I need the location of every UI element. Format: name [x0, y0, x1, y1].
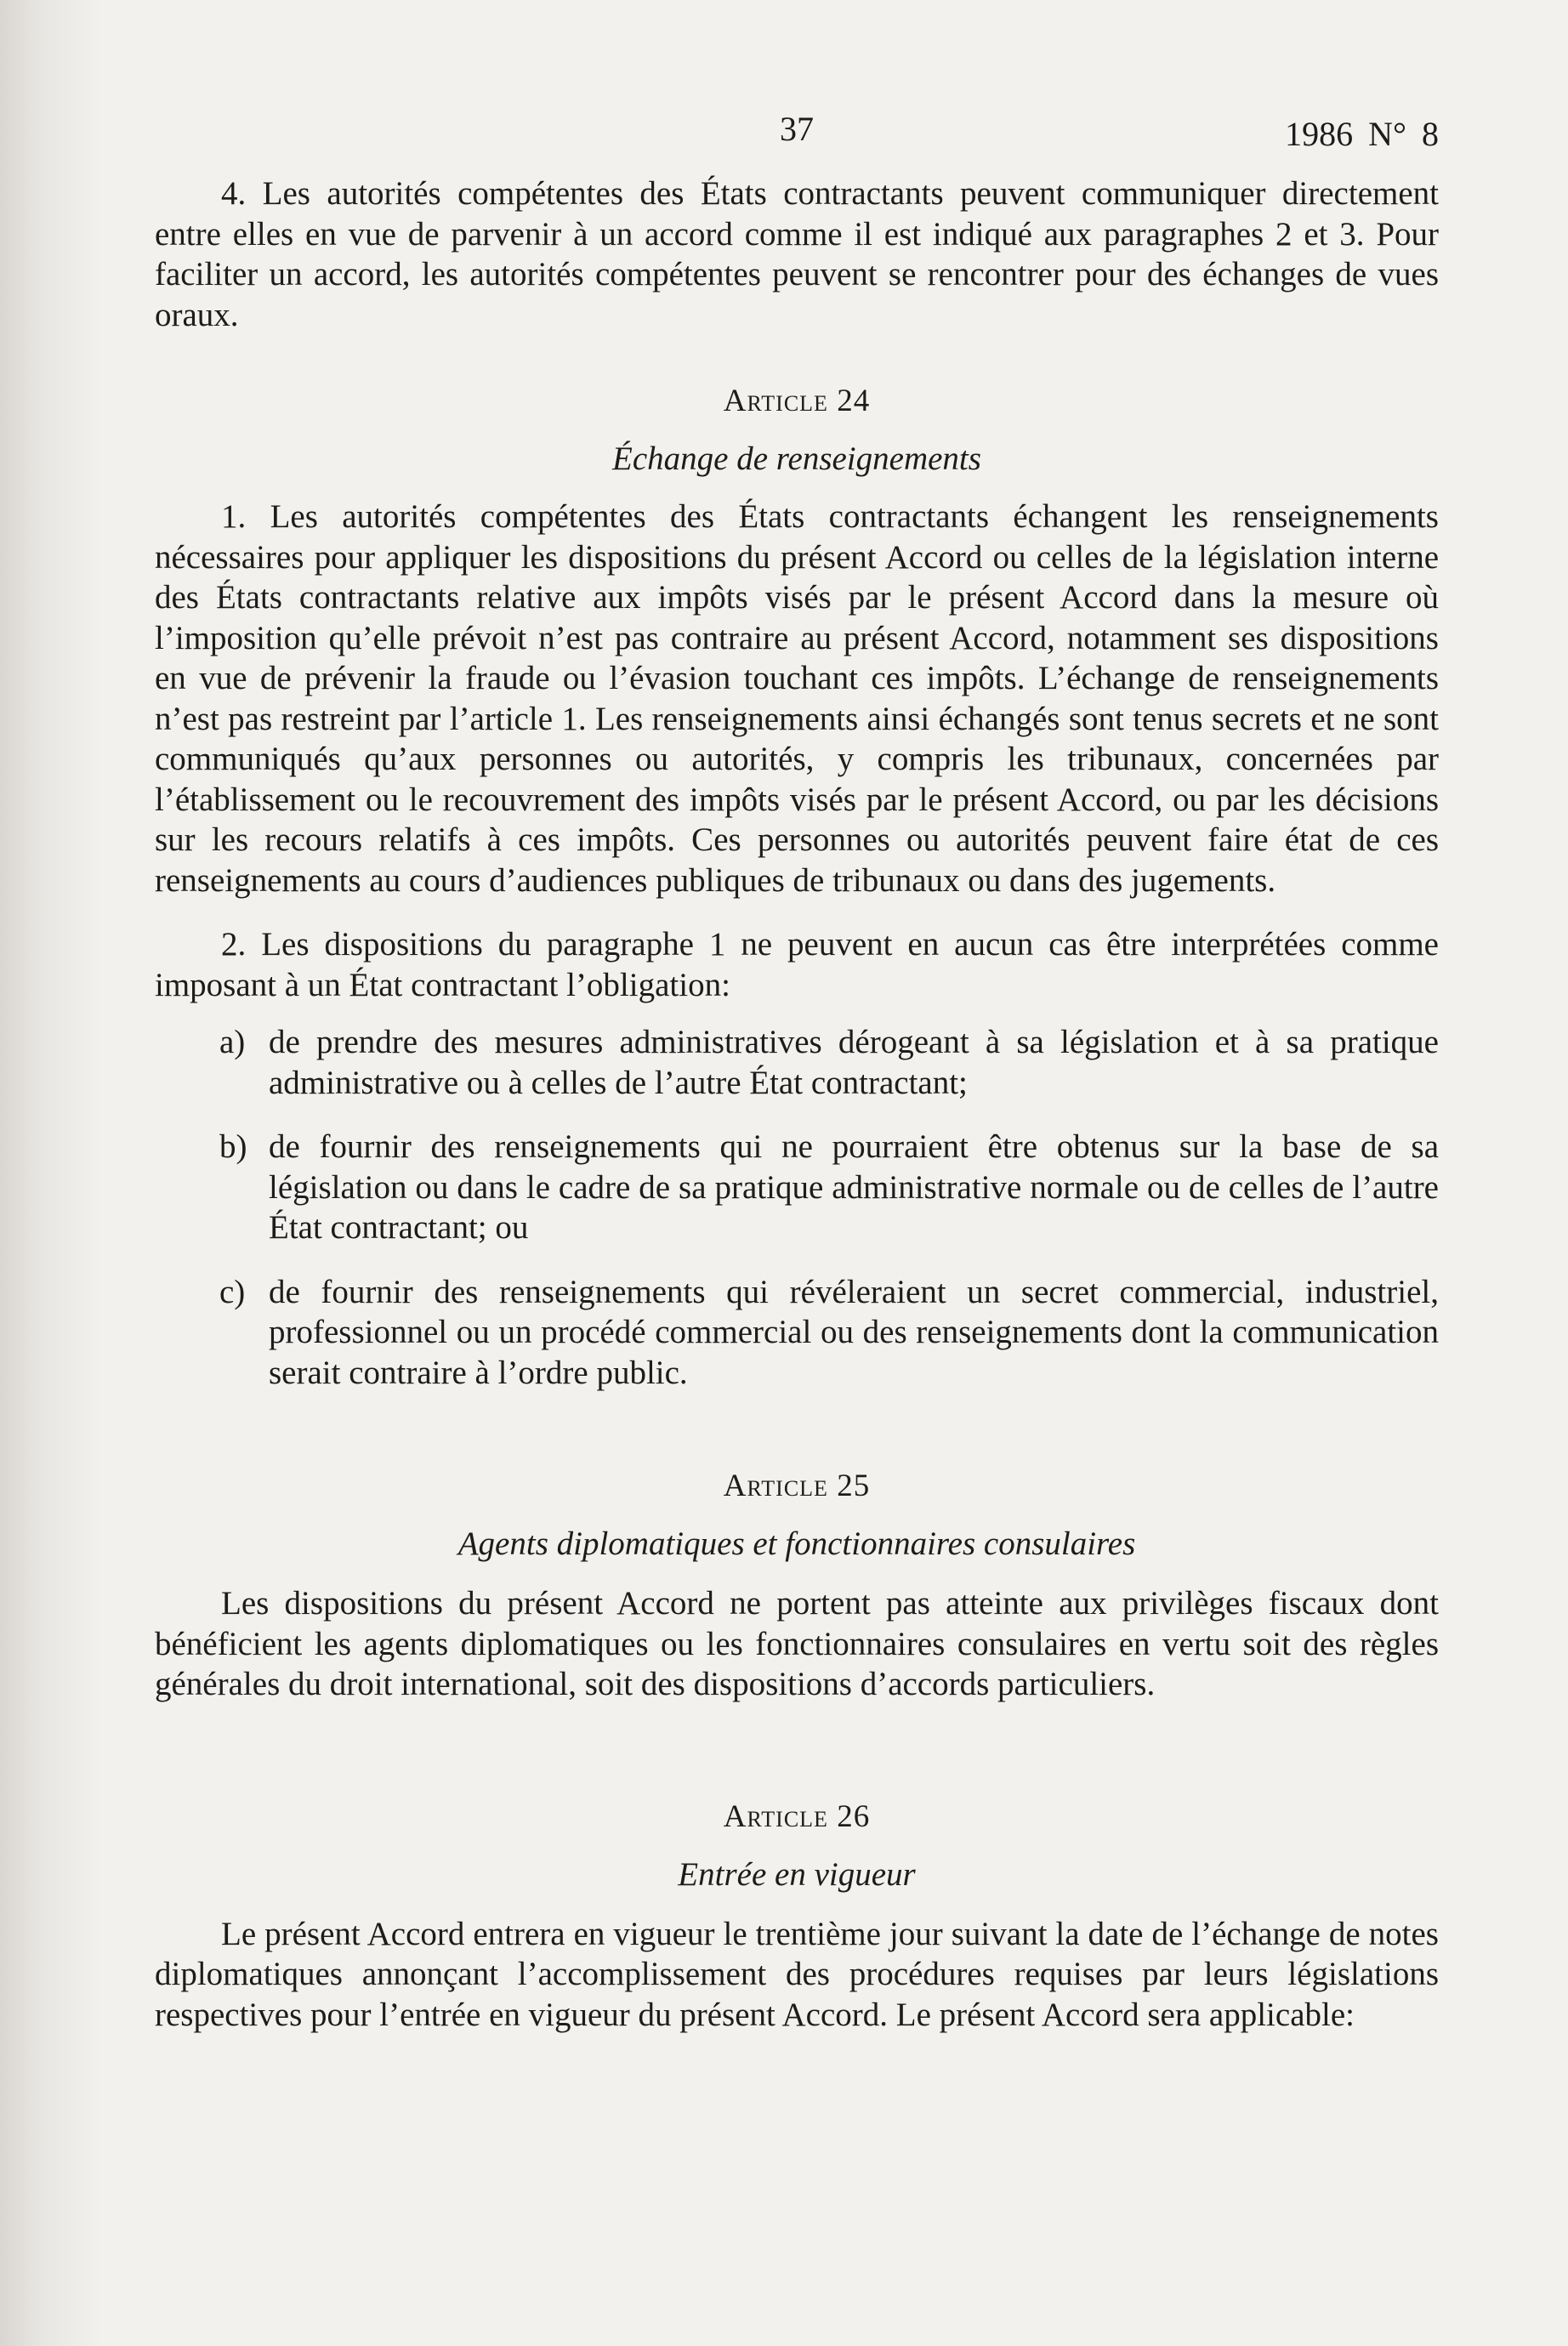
article-24-subtitle: Échange de renseignements	[612, 440, 981, 477]
list-item	[155, 1272, 1439, 1394]
list-item	[155, 1022, 1439, 1103]
article-26-title: Article 26	[723, 1798, 871, 1834]
article-24-paragraph-2: 2. Les dispositions du paragraphe 1 ne peuvent en aucun cas être interprétées comme imposant à un État contractant l’obligation:	[155, 926, 1439, 1003]
list-item-text: de prendre des mesures administratives dérogeant à sa législation et à sa pratique administrative ou à celles de l’autre État contractant;	[269, 1024, 1439, 1101]
list-item-text: de fournir des renseignements qui révéleraient un secret commercial, industriel, professionnel ou un procédé commercial ou des renseignements dont la communication serait contraire à l’ordre public.	[269, 1273, 1439, 1391]
article-26-paragraph: Le présent Accord entrera en vigueur le trentième jour suivant la date de l’échange de notes diplomatiques annonçant l’accomplissement des procédures requises par leurs législations respectives pour l’entrée en vigueur du présent Accord. Le présent Accord sera applicable:	[155, 1915, 1439, 2033]
paragraph-4: 4. Les autorités compétentes des États contractants peuvent communiquer directement entre elles en vue de parvenir à un accord comme il est indiqué aux paragraphes 2 et 3. Pour faciliter un accord, les autorités compétentes peuvent se rencontrer pour des échanges de vues oraux.	[155, 175, 1439, 333]
article-25-title: Article 25	[723, 1468, 871, 1503]
list-item-text: de fournir des renseignements qui ne pourraient être obtenus sur la base de sa législation ou dans le cadre de sa pratique administrative normale ou de celles de l’autre État contractant; ou	[269, 1128, 1439, 1246]
list-marker: b)	[219, 1128, 247, 1165]
article-25-paragraph: Les dispositions du présent Accord ne portent pas atteinte aux privilèges fiscaux dont bénéficient les agents diplomatiques ou les fonctionnaires consulaires en vertu soit des règles générales du droit international, soit des dispositions d’accords particuliers.	[155, 1585, 1439, 1702]
page-gutter-shadow	[0, 0, 102, 2346]
issue-label: 1986 N° 8	[1285, 115, 1439, 153]
article-25-subtitle: Agents diplomatiques et fonctionnaires consulaires	[457, 1525, 1136, 1562]
page-header	[155, 109, 1439, 177]
article-26-subtitle: Entrée en vigueur	[678, 1855, 916, 1893]
document-page	[155, 109, 1439, 2035]
article-24-list	[155, 1022, 1439, 1393]
list-marker: c)	[219, 1273, 246, 1310]
article-24-title: Article 24	[723, 383, 871, 418]
list-marker: a)	[219, 1024, 246, 1060]
list-item	[155, 1127, 1439, 1248]
page-number: 37	[780, 110, 814, 148]
article-24-paragraph-1: 1. Les autorités compétentes des États contractants échangent les renseignements nécessaires pour appliquer les dispositions du présent Accord ou celles de la législation interne des États contractants relative aux impôts visés par le présent Accord dans la mesure où l’imposition qu’elle prévoit n’est pas contraire au présent Accord, notamment ses dispositions en vue de prévenir la fraude ou l’évasion touchant ces impôts. L’échange de renseignements n’est pas restreint par l’article 1. Les renseignements ainsi échangés sont tenus secrets et ne sont communiqués qu’aux personnes ou autorités, y compris les tribunaux, concernées par l’établissement ou le recouvrement des impôts visés par le présent Accord, ou par les décisions sur les recours relatifs à ces impôts. Ces personnes ou autorités peuvent faire état de ces renseignements au cours d’audiences publiques de tribunaux ou dans des jugements.	[155, 498, 1439, 899]
